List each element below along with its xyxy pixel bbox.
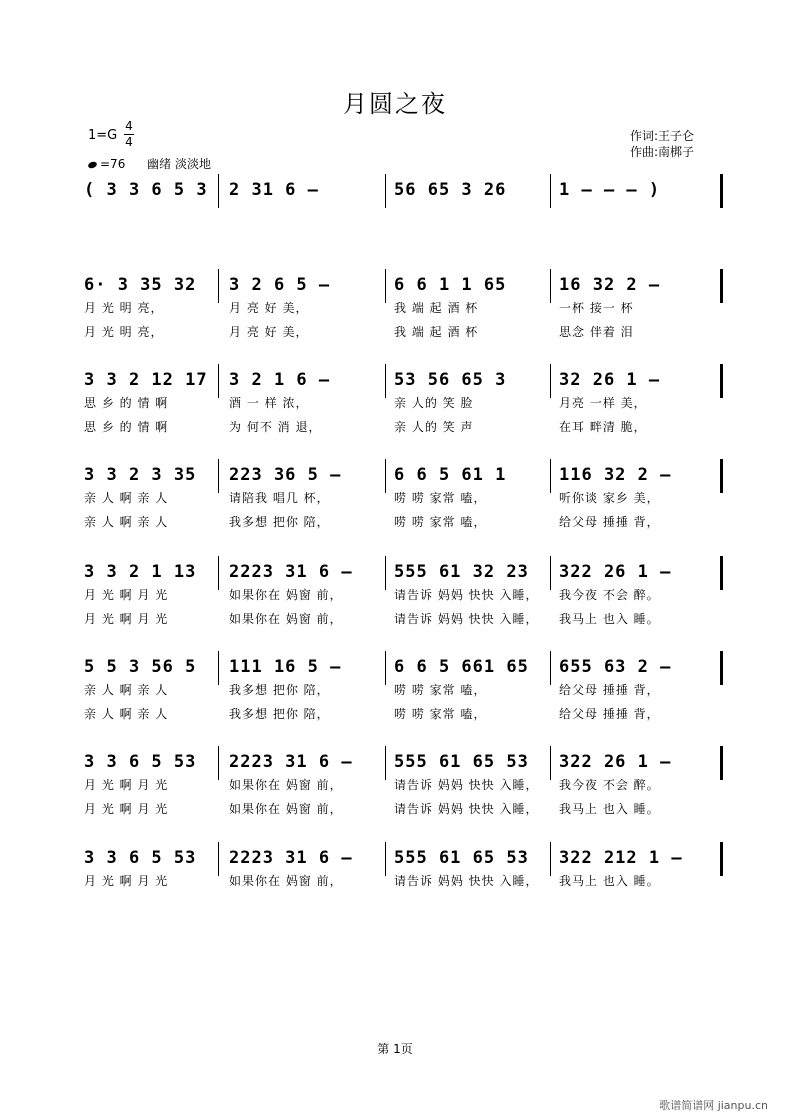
barline: [550, 364, 551, 398]
measure-notes: 3 3 2 1 13: [84, 562, 197, 582]
lyric-line: 亲 人 啊 亲 人: [84, 707, 169, 721]
barline: [550, 556, 551, 590]
lyric-line: 我今夜 不会 醉。: [559, 588, 660, 602]
barline: [218, 842, 219, 876]
lyric-line: 一杯 接一 杯: [559, 301, 634, 315]
measure-notes: 6· 3 35 32: [84, 275, 197, 295]
lyric-line: 请告诉 妈妈 快快 入睡，: [394, 874, 539, 888]
lyric-line: 月 光 明 亮，: [84, 301, 164, 315]
barline: [385, 651, 386, 685]
lyric-line: 亲 人的 笑 脸: [394, 396, 474, 410]
barline: [550, 459, 551, 493]
lyric-line: 我多想 把你 陪，: [229, 515, 330, 529]
lyric-line: 我马上 也入 睡。: [559, 802, 660, 816]
song-title: 月圆之夜: [343, 90, 447, 118]
lyric-line: 我马上 也入 睡。: [559, 612, 660, 626]
lyric-line: 思 乡 的 情 啊: [84, 396, 169, 410]
measure-notes: 555 61 65 53: [394, 752, 529, 772]
measure-notes: 16 32 2 –: [559, 275, 661, 295]
barline: [385, 556, 386, 590]
lyric-line: 我多想 把你 陪，: [229, 683, 330, 697]
barline: [550, 842, 551, 876]
barline: [720, 746, 723, 780]
lyric-line: 为 何不 消 退，: [229, 420, 322, 434]
lyric-line: 唠 唠 家常 嗑，: [394, 491, 487, 505]
lyric-line: 如果你在 妈窗 前，: [229, 802, 343, 816]
barline: [720, 459, 723, 493]
measure-notes: 322 26 1 –: [559, 562, 672, 582]
lyric-line: 亲 人 啊 亲 人: [84, 683, 169, 697]
barline: [385, 364, 386, 398]
measure-notes: 6 6 5 61 1: [394, 465, 507, 485]
barline: [720, 364, 723, 398]
lyric-line: 月 光 啊 月 光: [84, 588, 169, 602]
lyric-line: 月 光 啊 月 光: [84, 778, 169, 792]
barline: [385, 842, 386, 876]
measure-notes: 6 6 1 1 65: [394, 275, 507, 295]
lyric-line: 唠 唠 家常 嗑，: [394, 683, 487, 697]
measure-notes: 322 26 1 –: [559, 752, 672, 772]
lyric-line: 月 亮 好 美，: [229, 301, 309, 315]
credits: [630, 128, 694, 160]
measure-notes: 111 16 5 –: [229, 657, 342, 677]
barline: [720, 651, 723, 685]
lyric-line: 酒 一 样 浓，: [229, 396, 309, 410]
expression-text: 幽绪 淡淡地: [147, 157, 211, 171]
barline: [218, 364, 219, 398]
measure-notes: ( 3 3 6 5 3: [84, 180, 208, 200]
measure-notes: 32 26 1 –: [559, 370, 661, 390]
measure-notes: 3 3 6 5 53: [84, 752, 197, 772]
lyric-line: 我多想 把你 陪，: [229, 707, 330, 721]
lyric-line: 请告诉 妈妈 快快 入睡，: [394, 778, 539, 792]
barline: [385, 269, 386, 303]
watermark: 歌谱简谱网 jianpu.cn: [659, 1099, 768, 1112]
barline: [550, 651, 551, 685]
lyricist: 作词:王子仑: [630, 129, 695, 143]
time-sig-top: 4: [125, 119, 133, 133]
lyric-line: 月 光 啊 月 光: [84, 874, 169, 888]
lyric-line: 思 乡 的 情 啊: [84, 420, 169, 434]
barline: [385, 174, 386, 208]
barline: [218, 746, 219, 780]
time-sig-bottom: 4: [125, 135, 133, 149]
page-number: 第 1页: [377, 1042, 413, 1056]
lyric-line: 思念 伴着 泪: [559, 325, 634, 339]
barline: [218, 174, 219, 208]
measure-notes: 1 – – – ): [559, 180, 661, 200]
lyric-line: 月亮 一样 美，: [559, 396, 647, 410]
measure-notes: 655 63 2 –: [559, 657, 672, 677]
barline: [720, 556, 723, 590]
barline: [550, 269, 551, 303]
tempo-marking: [88, 155, 211, 172]
barline: [720, 174, 723, 208]
lyric-line: 我 端 起 酒 杯: [394, 301, 479, 315]
lyric-line: 如果你在 妈窗 前，: [229, 612, 343, 626]
lyric-line: 请陪我 唱几 杯，: [229, 491, 330, 505]
barline: [218, 269, 219, 303]
lyric-line: 亲 人的 笑 声: [394, 420, 474, 434]
lyric-line: 如果你在 妈窗 前，: [229, 778, 343, 792]
measure-notes: 3 3 6 5 53: [84, 848, 197, 868]
lyric-line: 月 光 啊 月 光: [84, 612, 169, 626]
barline: [385, 459, 386, 493]
measure-notes: 555 61 65 53: [394, 848, 529, 868]
lyric-line: 给父母 捶捶 背，: [559, 515, 660, 529]
lyric-line: 给父母 捶捶 背，: [559, 683, 660, 697]
lyric-line: 唠 唠 家常 嗑，: [394, 707, 487, 721]
measure-notes: 555 61 32 23: [394, 562, 529, 582]
lyric-line: 月 亮 好 美，: [229, 325, 309, 339]
barline: [550, 174, 551, 208]
measure-notes: 2223 31 6 –: [229, 848, 353, 868]
barline: [550, 746, 551, 780]
barline: [218, 556, 219, 590]
lyric-line: 月 光 明 亮，: [84, 325, 164, 339]
lyric-line: 请告诉 妈妈 快快 入睡，: [394, 612, 539, 626]
lyric-line: 我马上 也入 睡。: [559, 874, 660, 888]
lyric-line: 我 端 起 酒 杯: [394, 325, 479, 339]
measure-notes: 3 2 6 5 –: [229, 275, 331, 295]
barline: [720, 269, 723, 303]
measure-notes: 3 3 2 12 17: [84, 370, 208, 390]
barline: [218, 459, 219, 493]
composer: 作曲:南梆子: [630, 145, 695, 159]
barline: [218, 651, 219, 685]
lyric-line: 给父母 捶捶 背，: [559, 707, 660, 721]
lyric-line: 如果你在 妈窗 前，: [229, 588, 343, 602]
measure-notes: 223 36 5 –: [229, 465, 342, 485]
measure-notes: 116 32 2 –: [559, 465, 672, 485]
measure-notes: 5 5 3 56 5: [84, 657, 197, 677]
measure-notes: 2223 31 6 –: [229, 752, 353, 772]
measure-notes: 53 56 65 3: [394, 370, 507, 390]
lyric-line: 请告诉 妈妈 快快 入睡，: [394, 802, 539, 816]
measure-notes: 6 6 5 661 65: [394, 657, 529, 677]
lyric-line: 唠 唠 家常 嗑，: [394, 515, 487, 529]
barline: [385, 746, 386, 780]
measure-notes: 3 2 1 6 –: [229, 370, 331, 390]
lyric-line: 亲 人 啊 亲 人: [84, 491, 169, 505]
time-signature: [124, 120, 134, 149]
lyric-line: 亲 人 啊 亲 人: [84, 515, 169, 529]
key-signature: 1=G: [88, 128, 118, 143]
lyric-line: 在耳 畔清 脆，: [559, 420, 647, 434]
lyric-line: 请告诉 妈妈 快快 入睡，: [394, 588, 539, 602]
measure-notes: 2223 31 6 –: [229, 562, 353, 582]
lyric-line: 月 光 啊 月 光: [84, 802, 169, 816]
half-note-icon: [87, 160, 98, 169]
tempo-value: =76: [100, 157, 126, 171]
measure-notes: 56 65 3 26: [394, 180, 507, 200]
barline: [720, 842, 723, 876]
measure-notes: 322 212 1 –: [559, 848, 683, 868]
lyric-line: 如果你在 妈窗 前，: [229, 874, 343, 888]
lyric-line: 听你谈 家乡 美，: [559, 491, 660, 505]
measure-notes: 2 31 6 –: [229, 180, 319, 200]
lyric-line: 我今夜 不会 醉。: [559, 778, 660, 792]
measure-notes: 3 3 2 3 35: [84, 465, 197, 485]
